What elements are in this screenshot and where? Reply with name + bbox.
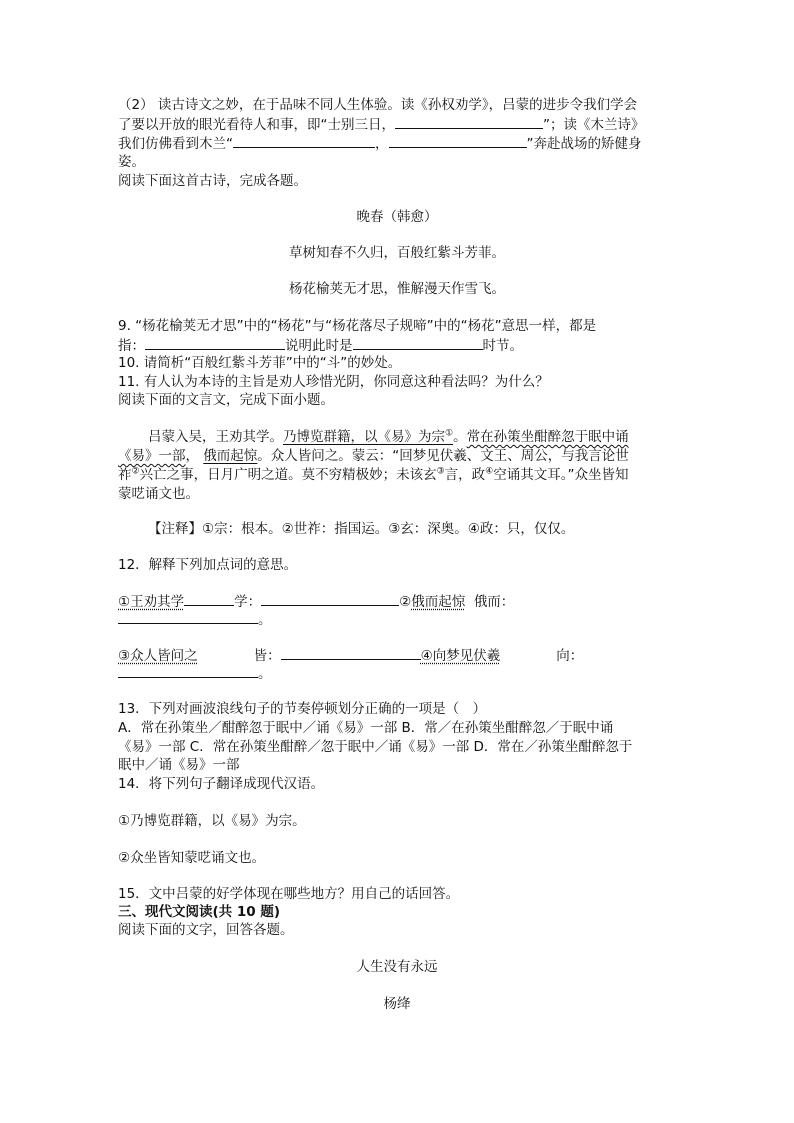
poem-line-2: 杨花榆荚无才思，惟解漫天作雪飞。 — [289, 281, 505, 297]
answer-blank[interactable] — [389, 134, 527, 148]
notes: 【注释】①宗：根本。②世祚：指国运。③玄：深奥。④政：只，仅仅。 — [148, 521, 575, 537]
q-prev-line-1: （2） 读古诗文之妙，在于品味不同人生体验。读《孙权劝学》，吕蒙的进步令我们学会 — [118, 97, 638, 113]
q12-stem: 12．解释下列加点词的意思。 — [118, 557, 298, 573]
q9-line-1: 9. “杨花榆荚无才思”中的“杨花”与“杨花落尽子规啼”中的“杨花”意思一样，都是 — [118, 318, 597, 334]
passage-line-1: 吕蒙入吴，王劝其学。乃博览群籍，以《易》为宗①。常在孙策坐酣醉忽于眠中诵 — [148, 428, 629, 445]
prose-intro: 阅读下面的文言文，完成下面小题。 — [118, 392, 334, 408]
answer-blank[interactable] — [118, 610, 258, 624]
q9-line-2: 指： 说明此时是 时节。 — [118, 338, 523, 354]
answer-blank[interactable] — [145, 336, 285, 350]
q14-stem: 14．将下列句子翻译成现代汉语。 — [118, 776, 325, 792]
answer-blank[interactable] — [281, 646, 421, 660]
modern-intro: 阅读下面的文字，回答各题。 — [118, 922, 294, 938]
answer-blank[interactable] — [395, 115, 543, 129]
answer-blank[interactable] — [233, 134, 375, 148]
q10: 10. 请简析“百般红紫斗芳菲”中的“斗”的妙处。 — [118, 355, 402, 371]
q13-line-2: A．常在孙策坐／酣醉忽于眠中／诵《易》一部 B．常／在孙策坐酣醉忽／于眠中诵 — [118, 720, 614, 736]
q12-row-2-cont: 。 — [118, 664, 678, 683]
q13-line-3: 《易》一部 C．常在孙策坐酣醉／忽于眠中／诵《易》一部 D．常在／孙策坐酣醉忽于 — [118, 739, 633, 755]
q-prev-line-4: 姿。 — [118, 154, 145, 170]
article-title: 人生没有永远 — [356, 959, 438, 975]
q14-s1: ①乃博览群籍，以《易》为宗。 — [118, 813, 306, 829]
q13-line-4: 眠中／诵《易》一部 — [118, 757, 240, 773]
q14-s2: ②众坐皆知蒙呓诵文也。 — [118, 850, 266, 866]
poem-intro: 阅读下面这首古诗，完成各题。 — [118, 173, 307, 189]
section-3-heading: 三、现代文阅读(共 10 题) — [118, 904, 281, 920]
q-prev-line-2: 了要以开放的眼光看待人和事，即“士别三日， ”；读《木兰诗》 — [118, 117, 645, 133]
passage-line-4: 蒙呓诵文也。 — [118, 486, 199, 502]
q15: 15．文中吕蒙的好学体现在哪些地方？用自己的话回答。 — [118, 886, 460, 902]
q13-line-1: 13．下列对画波浪线句子的节奏停顿划分正确的一项是（ ） — [118, 701, 487, 717]
q12-row-1: ①王劝其学 学： ②俄而起惊 俄而： — [118, 594, 515, 610]
answer-blank[interactable] — [261, 592, 399, 606]
q11: 11. 有人认为本诗的主旨是劝人珍惜光阴，你同意这种看法吗？为什么？ — [118, 374, 549, 390]
answer-blank[interactable] — [353, 336, 483, 350]
q-prev-line-3: 我们仿佛看到木兰“ ， ”奔赴战场的矫健身 — [118, 136, 642, 152]
poem-line-1: 草树知春不久归，百般红紫斗芳菲。 — [289, 245, 505, 261]
passage-line-2: 《易》一部， 俄而起惊。众人皆问之。蒙云：“回梦见伏羲、文王、周公，与我言论世 — [118, 448, 629, 464]
poem-title: 晚春（韩愈） — [356, 209, 438, 225]
article-author: 杨绛 — [383, 996, 411, 1012]
answer-blank[interactable] — [118, 664, 258, 678]
q12-row-1-cont: 。 — [118, 610, 678, 629]
answer-blank[interactable] — [184, 592, 234, 606]
q12-row-2: ③众人皆问之 皆： ④向梦见伏羲 向： — [118, 648, 584, 664]
passage-line-3: 祚②兴亡之事，日月广明之道。莫不穷精极妙；未该玄③言，政④空诵其文耳。”众坐皆知 — [118, 466, 629, 483]
